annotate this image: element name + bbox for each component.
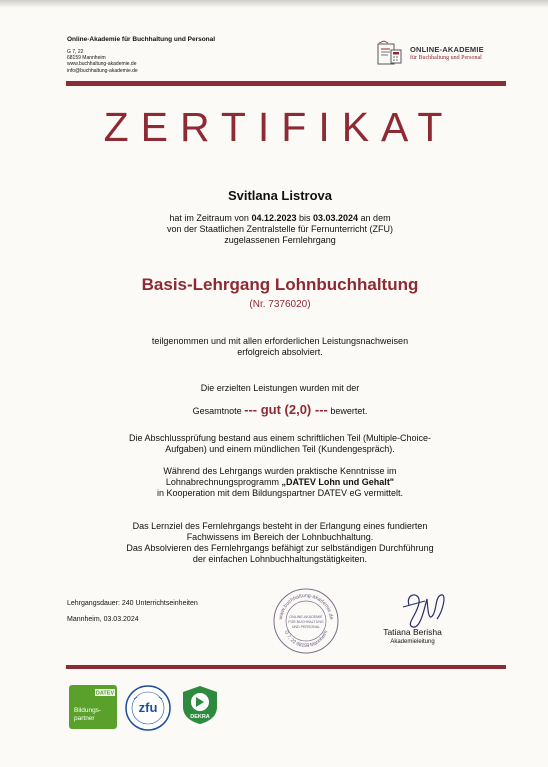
academy-logo <box>376 40 496 68</box>
period-to-date: 03.03.2024 <box>313 213 359 223</box>
practice-line-1: Während des Lehrgangs wurden praktische Kenntnisse im <box>163 466 397 476</box>
stamp-center-3: UND PERSONAL <box>291 625 321 629</box>
grade-value: --- gut (2,0) --- <box>244 402 328 417</box>
stamp-center-2: FÜR BUCHHALTUNG <box>288 620 324 624</box>
certificate-title: ZERTIFIKAT <box>103 104 455 150</box>
practice-text <box>60 466 500 499</box>
place-date: Mannheim, 03.03.2024 <box>67 616 139 623</box>
course-number: (Nr. 7376020) <box>249 299 311 310</box>
zfu-seal <box>125 685 171 731</box>
datev-line-2: partner <box>74 715 95 722</box>
participation-text <box>60 336 500 358</box>
practice-line-2-prefix: Lohnabrechnungsprogramm <box>165 477 282 487</box>
recipient-name: Svitlana Listrova <box>227 188 333 203</box>
stamp-center-1: ONLINE-AKADEMIE <box>289 615 323 619</box>
grade-suffix: bewertet. <box>327 406 368 416</box>
period-from-date: 04.12.2023 <box>251 213 297 223</box>
practice-line-2 <box>60 477 500 488</box>
handwritten-signature <box>395 585 455 631</box>
zfu-text: zfu <box>138 700 158 715</box>
dekra-text: DEKRA <box>190 714 210 720</box>
datev-partner-badge <box>69 685 117 729</box>
course-duration: Lehrgangsdauer: 240 Unterrichtseinheiten <box>67 600 198 607</box>
period-text <box>60 213 500 246</box>
exam-line-2: Aufgaben) und einem mündlichen Teil (Kundengespräch). <box>165 444 395 454</box>
calculator-document-icon <box>376 40 404 66</box>
period-line-1 <box>60 213 500 224</box>
top-divider <box>66 81 506 86</box>
period-line-2: von der Staatlichen Zentralstelle für Fernunterricht (ZFU) <box>166 224 394 234</box>
goal-line-4: der einfachen Lohnbuchhaltungstätigkeiten. <box>192 554 368 564</box>
period-mid: bis <box>296 213 313 223</box>
datev-line-1: Bildungs- <box>74 707 102 714</box>
stamp-ring-text: www.buchhaltung-akademie.de <box>277 592 334 621</box>
logo-title: ONLINE-AKADEMIE <box>410 45 484 54</box>
exam-line-1: Die Abschlussprüfung bestand aus einem schriftlichen Teil (Multiple-Choice- <box>129 433 431 443</box>
sender-line-web: www.buchhaltung-akademie.de <box>67 61 137 68</box>
participation-line-1: teilgenommen und mit allen erforderlichen Leistungsnachweisen <box>151 336 409 346</box>
signer-block <box>360 627 465 645</box>
datev-brand: DATEV <box>95 690 115 697</box>
goal-line-2: Fachwissens im Bereich der Lohnbuchhaltung. <box>186 532 374 542</box>
stamp-bottom-text: G 7, 22 68159 Mannheim <box>282 629 330 650</box>
sender-line-email: info@buchhaltung-akademie.de <box>67 67 138 74</box>
course-name: Basis-Lehrgang Lohnbuchhaltung <box>141 275 419 294</box>
grade-prefix: Gesamtnote <box>192 406 245 416</box>
practice-software: „DATEV Lohn und Gehalt" <box>281 477 395 487</box>
period-line-3: zugelassenen Fernlehrgang <box>224 235 336 245</box>
sender-org: Online-Akademie für Buchhaltung und Personal <box>67 36 216 43</box>
period-prefix: hat im Zeitraum von <box>169 213 252 223</box>
bottom-divider <box>66 665 506 669</box>
scan-shadow <box>0 0 548 8</box>
period-suffix: an dem <box>358 213 391 223</box>
signer-role: Akademieleitung <box>390 639 435 645</box>
achievement-text: Die erzielten Leistungen wurden mit der <box>200 383 360 393</box>
dekra-seal <box>181 685 219 725</box>
signer-name: Tatiana Berisha <box>383 627 442 637</box>
goal-line-3: Das Absolvieren des Fernlehrgangs befähigt zur selbständigen Durchführung <box>126 543 434 553</box>
goal-line-1: Das Lernziel des Fernlehrgangs besteht in der Erlangung eines fundierten <box>132 521 428 531</box>
sender-address <box>67 36 327 74</box>
sender-line-street: G 7, 22 <box>67 49 84 55</box>
grade-line <box>60 402 500 417</box>
participation-line-2: erfolgreich absolviert. <box>237 347 323 357</box>
logo-subtitle: für Buchhaltung und Personal <box>410 55 482 61</box>
sender-line-city: 68159 Mannheim <box>67 55 106 62</box>
goal-text <box>60 521 500 565</box>
exam-text <box>60 433 500 455</box>
academy-stamp <box>272 587 340 655</box>
practice-line-3: in Kooperation mit dem Bildungspartner DATEV eG vermittelt. <box>157 488 403 498</box>
